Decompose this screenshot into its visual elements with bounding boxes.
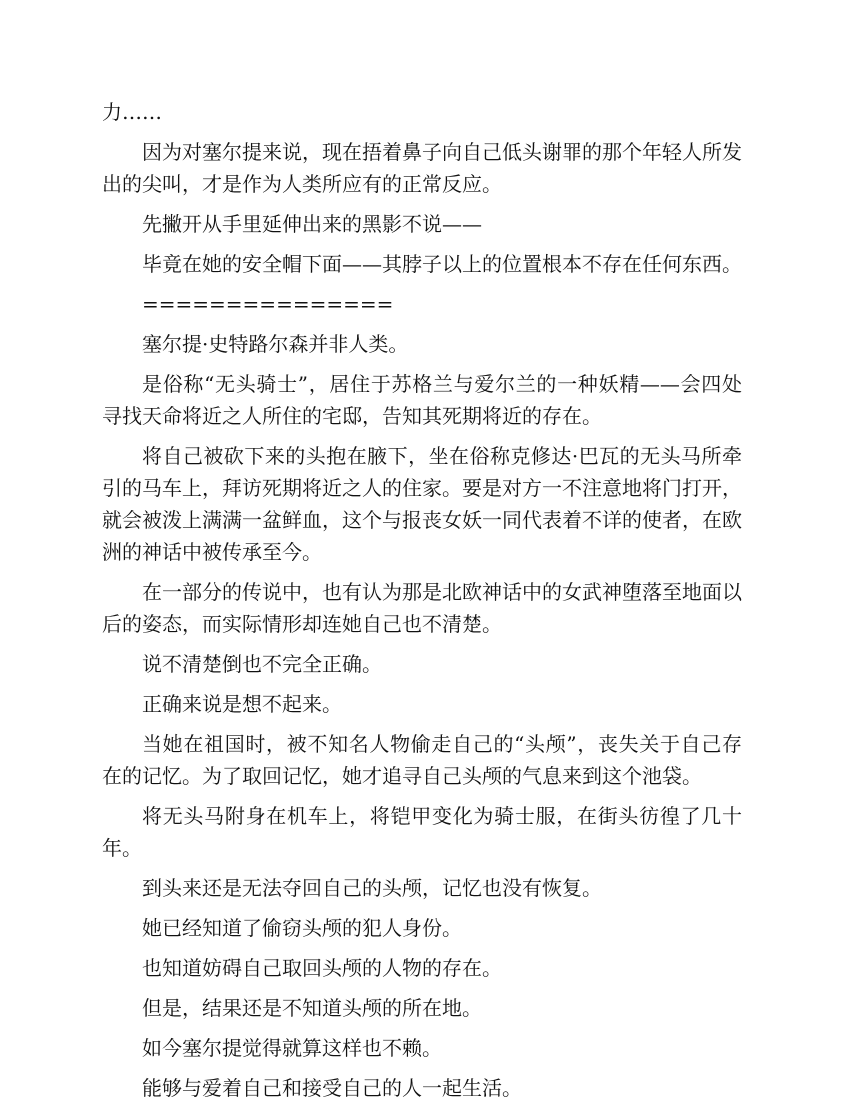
paragraph: 说不清楚倒也不完全正确。: [142, 652, 382, 676]
paragraph: 将无头马附身在机车上，将铠甲变化为骑士服，在街头彷徨了几十年。: [102, 804, 742, 860]
paragraph: 是俗称“无头骑士”，居住于苏格兰与爱尔兰的一种妖精——会四处寻找天命将近之人所住的宅邸，告知其死期将近的存在。: [102, 372, 742, 428]
paragraph: 当她在祖国时，被不知名人物偷走自己的“头颅”，丧失关于自己存在的记忆。为了取回记忆，她才追寻自己头颅的气息来到这个池袋。: [102, 732, 742, 788]
paragraph: 但是，结果还是不知道头颅的所在地。: [142, 996, 482, 1020]
section-divider: ===============: [142, 292, 394, 316]
paragraph: 塞尔提·史特路尔森并非人类。: [142, 332, 409, 356]
paragraph: 她已经知道了偷窃头颅的犯人身份。: [142, 916, 462, 940]
paragraph: 正确来说是想不起来。: [142, 692, 342, 716]
paragraph: 先撇开从手里延伸出来的黑影不说——: [142, 212, 482, 236]
paragraph: 到头来还是无法夺回自己的头颅，记忆也没有恢复。: [142, 876, 602, 900]
paragraph: 因为对塞尔提来说，现在捂着鼻子向自己低头谢罪的那个年轻人所发出的尖叫，才是作为人类所应有的正常反应。: [102, 140, 742, 196]
paragraph: 能够与爱着自己和接受自己的人一起生活。: [142, 1076, 522, 1100]
paragraph: 力……: [102, 100, 162, 124]
paragraph: 也知道妨碍自己取回头颅的人物的存在。: [142, 956, 502, 980]
paragraph: 毕竟在她的安全帽下面——其脖子以上的位置根本不存在任何东西。: [142, 252, 742, 276]
paragraph: 在一部分的传说中，也有认为那是北欧神话中的女武神堕落至地面以后的姿态，而实际情形却连她自己也不清楚。: [102, 580, 742, 636]
document-page: [102, 96, 742, 1112]
paragraph: 将自己被砍下来的头抱在腋下，坐在俗称克修达·巴瓦的无头马所牵引的马车上，拜访死期将近之人的住家。要是对方一不注意地将门打开，就会被泼上满满一盆鲜血，这个与报丧女妖一同代表着不详的使者，在欧洲的神话中被传承至今。: [102, 444, 742, 564]
paragraph: 如今塞尔提觉得就算这样也不赖。: [142, 1036, 442, 1060]
